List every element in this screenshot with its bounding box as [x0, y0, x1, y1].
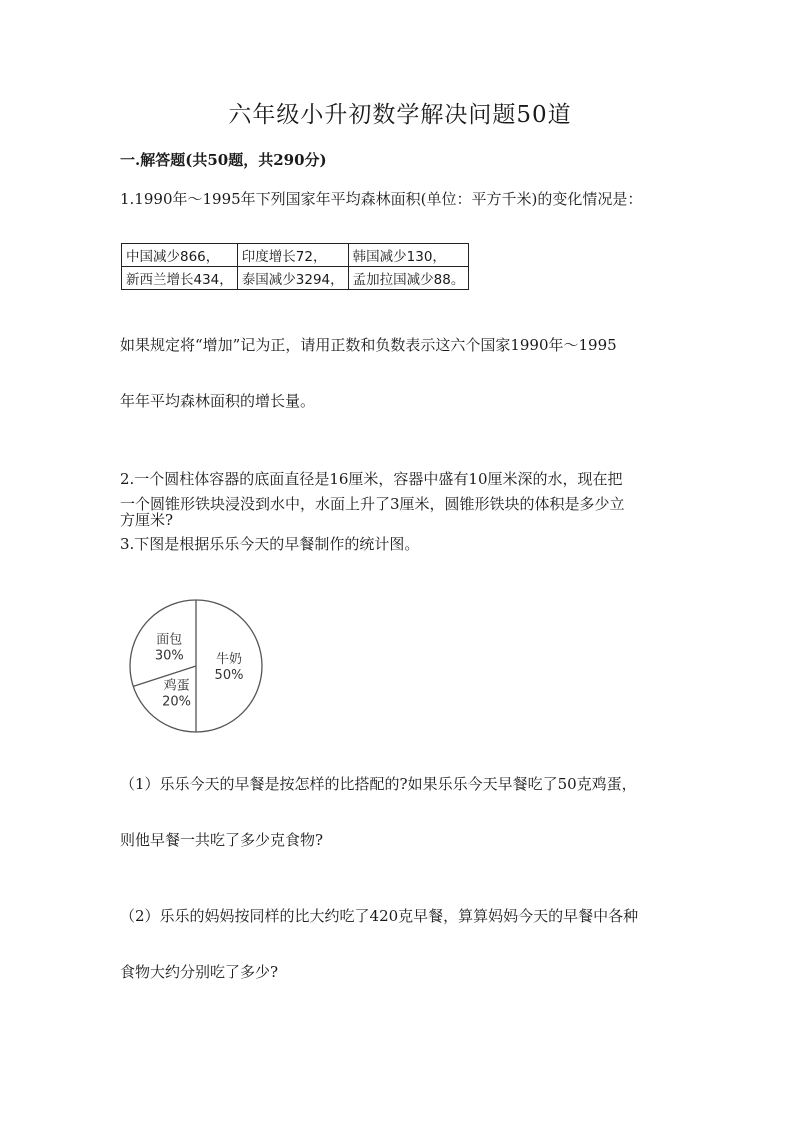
- question-2-line3: 方厘米?: [120, 511, 174, 529]
- forest-change-table: [121, 243, 469, 290]
- question-3-sub2-line1: （2）乐乐的妈妈按同样的比大约吃了420克早餐，算算妈妈今天的早餐中各种: [120, 907, 639, 925]
- table-cell: 泰国减少3294，: [237, 267, 348, 290]
- breakfast-pie-chart: [118, 596, 278, 736]
- question-1-text: 1.1990年～1995年下列国家年平均森林面积(单位：平方千米)的变化情况是：: [120, 190, 643, 208]
- table-cell: 中国减少866，: [122, 244, 238, 267]
- question-1-prompt-line1: 如果规定将“增加”记为正，请用正数和负数表示这六个国家1990年～1995: [120, 336, 617, 354]
- table-cell: 孟加拉国减少88。: [348, 267, 469, 290]
- pie-slice-value-label: 20%: [162, 694, 192, 710]
- question-2-line2: 一个圆锥形铁块浸没到水中，水面上升了3厘米，圆锥形铁块的体积是多少立: [120, 495, 625, 513]
- table-cell: 韩国减少130，: [348, 244, 469, 267]
- question-3-sub2-line2: 食物大约分别吃了多少?: [120, 963, 279, 981]
- question-2-line1: 2.一个圆柱体容器的底面直径是16厘米，容器中盛有10厘米深的水，现在把: [120, 470, 623, 488]
- question-3-sub1-line1: （1）乐乐今天的早餐是按怎样的比搭配的?如果乐乐今天早餐吃了50克鸡蛋，: [120, 775, 637, 793]
- pie-slice-label: 面包: [156, 632, 183, 648]
- question-3-sub1-line2: 则他早餐一共吃了多少克食物?: [120, 831, 324, 849]
- table-row: [122, 244, 469, 267]
- table-row: [122, 267, 469, 290]
- table-cell: 新西兰增长434，: [122, 267, 238, 290]
- pie-slice-value-label: 30%: [154, 648, 184, 664]
- question-3-text: 3.下图是根据乐乐今天的早餐制作的统计图。: [120, 535, 420, 553]
- pie-slice-label: 鸡蛋: [163, 678, 190, 694]
- question-1-prompt-line2: 年年平均森林面积的增长量。: [120, 392, 316, 410]
- table-cell: 印度增长72，: [237, 244, 348, 267]
- page-title: 六年级小升初数学解决问题50道: [228, 102, 572, 128]
- pie-slice-value-label: 50%: [214, 668, 244, 683]
- pie-slice-label: 牛奶: [215, 652, 243, 667]
- section-heading: 一.解答题(共50题，共290分): [120, 151, 327, 169]
